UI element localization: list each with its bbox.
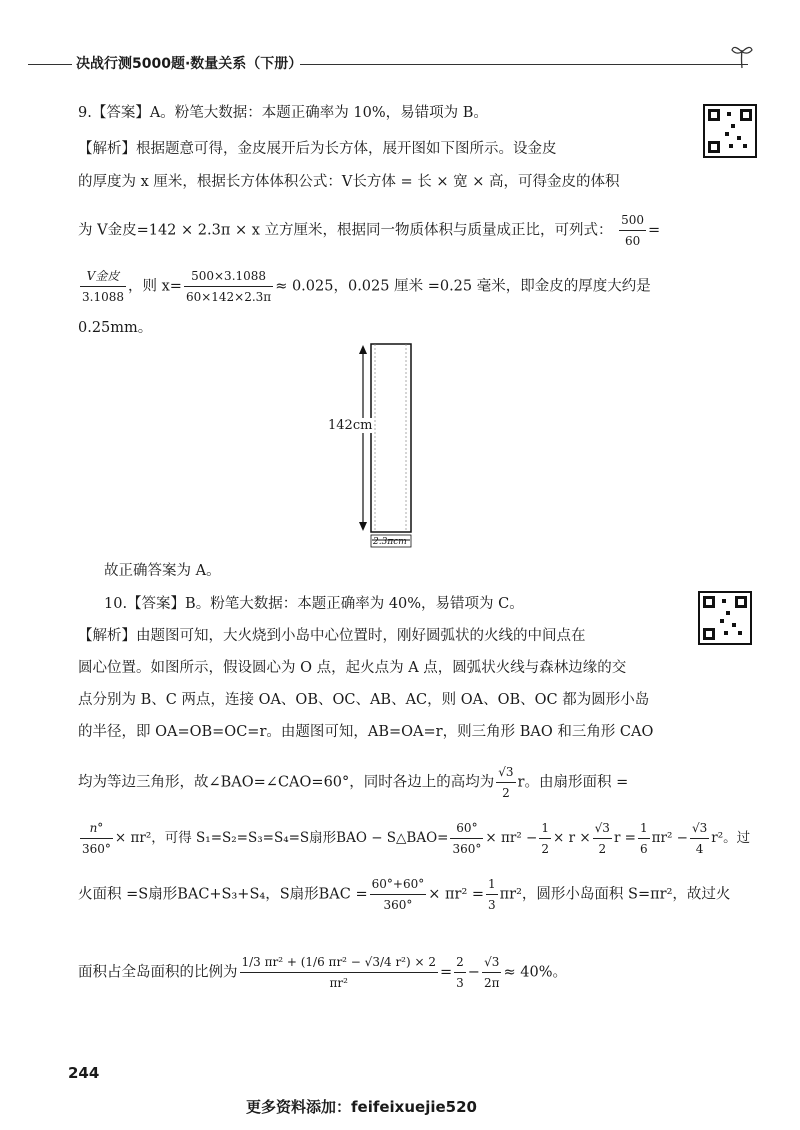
- fraction: $\frac{n^\circ}{360^\circ}$: [80, 818, 113, 859]
- q10-analysis-3: 点分别为 B、C 两点，连接 OA、OB、OC、AB、AC，则 OA、OB、OC 都为圆形小岛: [78, 692, 650, 708]
- q9-analysis-4: $\frac{\text{V金皮}}{3.1088}$ ，则 x= $\frac{500\times 3.1088}{60\times 142\times 2.3\pi}$ ≈ 0.025，0.025 厘米 =0.25 毫米，即金皮的厚度大约是: [78, 266, 651, 307]
- q10-analysis-6: $\frac{n^\circ}{360^\circ}$ × πr²，可得 S₁=S₂=S₃=S₄=S扇形BAO − S△BAO= $\frac{60^\circ}{360^\circ}$ × πr² − $\frac{1}{2}$ × r × $\frac{√3}{2}$ r = $\frac{1}{6}$ πr² − $\frac{√3}{4}$ r²。过: [78, 818, 750, 859]
- fraction: $\frac{√3}{2\pi}$: [482, 952, 502, 993]
- q10-analysis-1: 【解析】由题图可知，大火烧到小岛中心位置时，刚好圆弧状的火线的中间点在: [78, 628, 586, 644]
- qr-code-icon[interactable]: [698, 591, 752, 645]
- q9-analysis-1: 【解析】根据题意可得，金皮展开后为长方体，展开图如下图所示。设金皮: [78, 141, 557, 157]
- fraction: $\frac{\text{1/3 πr² + (1/6 πr² − √3/4 r²) × 2}}{\text{πr²}}$: [240, 952, 439, 993]
- q9-analysis-5: 0.25mm。: [78, 320, 153, 336]
- fraction: $\frac{500}{60}$: [619, 210, 646, 251]
- q10-analysis-8: 面积占全岛面积的比例为 $\frac{\text{1/3 πr² + (1/6 πr² − √3/4 r²) × 2}}{\text{πr²}}$ = $\frac{2}{3}$ − $\frac{√3}{2\pi}$ ≈ 40%。: [78, 952, 567, 993]
- fraction: $\frac{60^\circ+60^\circ}{360^\circ}$: [370, 874, 427, 915]
- q10-analysis-5: 均为等边三角形，故∠BAO=∠CAO=60°，同时各边上的高均为 $\frac{√3}{2}$ r。由扇形面积 =: [78, 762, 628, 803]
- fraction: $\frac{1}{2}$: [539, 818, 551, 859]
- fraction: $\frac{√3}{2}$: [593, 818, 612, 859]
- fraction: $\frac{1}{6}$: [638, 818, 650, 859]
- unfolded-cuboid-figure: [320, 342, 420, 550]
- q10-analysis-2: 圆心位置。如图所示，假设圆心为 O 点，起火点为 A 点，圆弧状火线与森林边缘的交: [78, 660, 627, 676]
- fraction: $\frac{60^\circ}{360^\circ}$: [450, 818, 483, 859]
- qr-code-icon[interactable]: [703, 104, 757, 158]
- q10-analysis-4: 的半径，即 OA=OB=OC=r。由题图可知，AB=OA=r，则三角形 BAO 和三角形 CAO: [78, 724, 654, 740]
- sprout-icon: [730, 40, 754, 70]
- q9-conclusion: 故正确答案为 A。: [104, 563, 221, 579]
- q10-answer: 10.【答案】B。粉笔大数据：本题正确率为 40%，易错项为 C。: [104, 596, 524, 612]
- fraction: $\frac{\text{V金皮}}{3.1088}$: [80, 266, 126, 307]
- q10-analysis-7: 火面积 =S扇形BAC+S₃+S₄，S扇形BAC = $\frac{60^\circ+60^\circ}{360^\circ}$ × πr² = $\frac{1}{3}$ πr²，圆形小岛面积 S=πr²，故过火: [78, 874, 730, 915]
- fraction: $\frac{√3}{4}$: [690, 818, 709, 859]
- fraction: $\frac{1}{3}$: [486, 874, 498, 915]
- fraction: $\frac{500\times 3.1088}{60\times 142\times 2.3\pi}$: [184, 266, 273, 307]
- header-rule-left: [28, 64, 72, 65]
- header-rule-right: [300, 64, 748, 65]
- q9-analysis-3: 为 V金皮=142 × 2.3π × x 立方厘米，根据同一物质体积与质量成正比，可列式： $\frac{500}{60}$ =: [78, 210, 660, 251]
- header-title: 决战行测5000题·数量关系（下册）: [76, 56, 303, 72]
- fraction: $\frac{2}{3}$: [454, 952, 466, 993]
- q9-analysis-2: 的厚度为 x 厘米，根据长方体体积公式：V长方体 = 长 × 宽 × 高，可得金皮的体积: [78, 174, 620, 190]
- q9-answer: 9.【答案】A。粉笔大数据：本题正确率为 10%，易错项为 B。: [78, 105, 488, 121]
- footer-note: 更多资料添加：feifeixuejie520: [246, 1098, 477, 1116]
- page-number: 244: [68, 1064, 100, 1082]
- figure-width-label: 2.3πcm: [373, 537, 407, 547]
- figure-height-label: 142cm: [328, 418, 373, 433]
- fraction: $\frac{√3}{2}$: [496, 762, 515, 803]
